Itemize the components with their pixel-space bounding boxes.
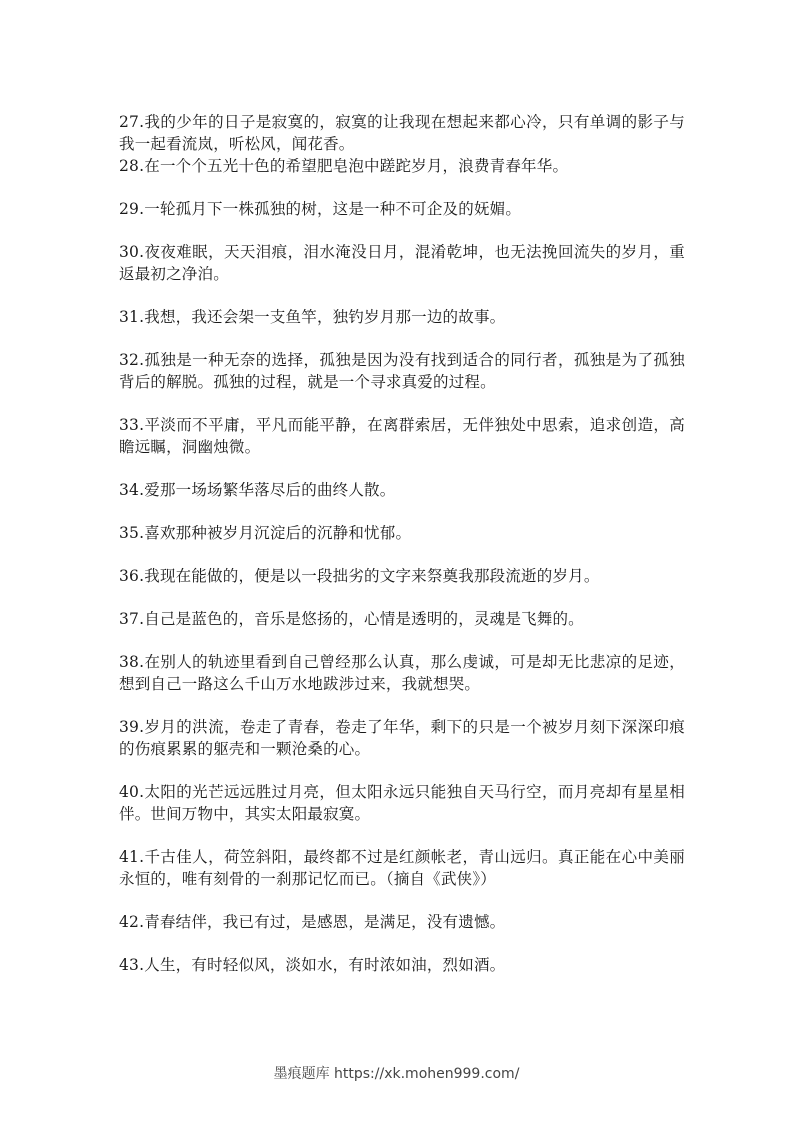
paragraph-29: 29.一轮孤月下一株孤独的树，这是一种不可企及的妩媚。 <box>119 200 522 218</box>
paragraph-35: 35.喜欢那种被岁月沉淀后的沉静和忧郁。 <box>119 524 412 542</box>
paragraph-33: 33.平淡而不平庸，平凡而能平静，在离群索居，无伴独处中思索，追求创造，高瞻远瞩，洞幽烛微。 <box>119 416 685 456</box>
paragraph-41: 41.千古佳人，荷笠斜阳，最终都不过是红颜帐老，青山远归。真正能在心中美丽永恒的，唯有刻骨的一刹那记忆而已。（摘自《武侠》） <box>119 848 685 888</box>
document-body <box>119 111 685 976</box>
paragraph-37: 37.自己是蓝色的，音乐是悠扬的，心情是透明的，灵魂是飞舞的。 <box>119 610 584 628</box>
paragraph-39: 39.岁月的洪流，卷走了青春，卷走了年华，剩下的只是一个被岁月刻下深深印痕的伤痕累累的躯壳和一颗沧桑的心。 <box>119 718 685 758</box>
paragraph-28: 28.在一个个五光十色的希望肥皂泡中蹉跎岁月，浪费青春年华。 <box>119 157 569 175</box>
paragraph-36: 36.我现在能做的，便是以一段拙劣的文字来祭奠我那段流逝的岁月。 <box>119 567 600 585</box>
paragraph-27: 27.我的少年的日子是寂寞的，寂寞的让我现在想起来都心冷，只有单调的影子与我一起看流岚，听松风，闻花香。 <box>119 113 685 153</box>
paragraph-34: 34.爱那一场场繁华落尽后的曲终人散。 <box>119 481 396 499</box>
paragraph-42: 42.青春结伴，我已有过，是感恩，是满足，没有遗憾。 <box>119 913 506 931</box>
paragraph-31: 31.我想，我还会架一支鱼竿，独钓岁月那一边的故事。 <box>119 308 506 326</box>
paragraph-40: 40.太阳的光芒远远胜过月亮，但太阳永远只能独自天马行空，而月亮却有星星相伴。世间万物中，其实太阳最寂寞。 <box>119 783 685 823</box>
paragraph-38: 38.在别人的轨迹里看到自己曾经那么认真，那么虔诚，可是却无比悲凉的足迹，想到自己一路这么千山万水地跋涉过来，我就想哭。 <box>119 653 685 693</box>
paragraph-43: 43.人生，有时轻似风，淡如水，有时浓如油，烈如酒。 <box>119 956 506 974</box>
paragraph-30: 30.夜夜难眠，天天泪痕，泪水淹没日月，混淆乾坤，也无法挽回流失的岁月，重返最初之净泊。 <box>119 243 685 283</box>
footer-watermark: 墨痕题库 https://xk.mohen999.com/ <box>273 1066 520 1082</box>
paragraph-32: 32.孤独是一种无奈的选择，孤独是因为没有找到适合的同行者，孤独是为了孤独背后的解脱。孤独的过程，就是一个寻求真爱的过程。 <box>119 351 685 391</box>
